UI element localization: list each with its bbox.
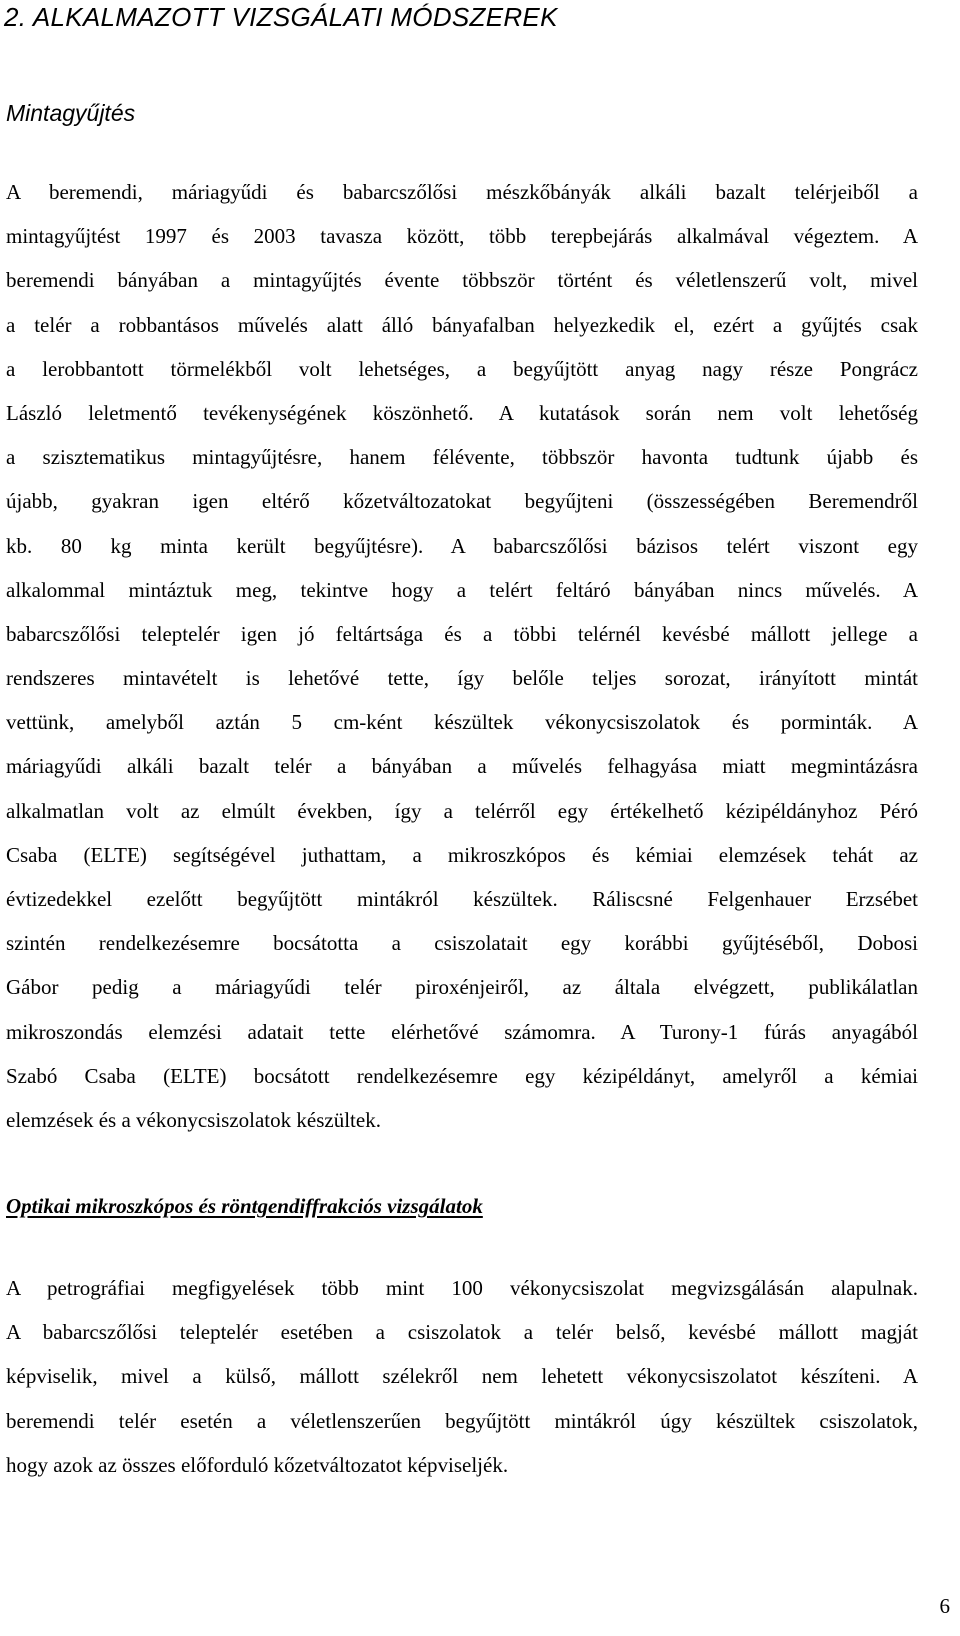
text-line: beremendi bányában a mintagyűjtés évente többször történt és véletlenszerű volt, mivel (6, 268, 918, 293)
text-line: máriagyűdi alkáli bazalt telér a bányában a művelés felhagyása miatt megmintázásra (6, 754, 918, 779)
text-line: Csaba (ELTE) segítségével juthattam, a mikroszkópos és kémiai elemzések tehát az (6, 842, 918, 867)
text-line: újabb, gyakran igen eltérő kőzetváltozatokat begyűjteni (összességében Beremendről (6, 489, 918, 514)
text-line: a telér a robbantásos művelés alatt álló bányafalban helyezkedik el, ezért a gyűjtés csak (6, 312, 918, 337)
text-line: A petrográfiai megfigyelések több mint 100 vékonycsiszolat megvizsgálásán alapulnak. (6, 1276, 918, 1300)
section-heading-mintagyujtes: Mintagyűjtés (6, 100, 136, 126)
chapter-title: 2. ALKALMAZOTT VIZSGÁLATI MÓDSZEREK (4, 2, 558, 32)
text-line: elemzések és a vékonycsiszolatok készültek. (6, 1107, 381, 1132)
section-heading-optikai: Optikai mikroszkópos és röntgendiffrakciós vizsgálatok (6, 1194, 483, 1218)
text-line: évtizedekkel ezelőtt begyűjtött mintákról készültek. Ráliscsné Felgenhauer Erzsébet (6, 887, 918, 911)
text-line: kb. 80 kg minta került begyűjtésre). A babarcszőlősi bázisos telért viszont egy (6, 533, 918, 558)
text-line: babarcszőlősi teleptelér igen jó feltártsága és a többi telérnél kevésbé mállott jellege a (6, 621, 918, 646)
paragraph-mintagyujtes (6, 170, 918, 1142)
text-line: hogy azok az összes előforduló kőzetváltozatot képviseljék. (6, 1452, 509, 1477)
text-line: rendszeres mintavételt is lehetővé tette, így belőle teljes sorozat, irányított mintát (6, 666, 918, 691)
text-line: mintagyűjtést 1997 és 2003 tavasza között, több terepbejárás alkalmával végeztem. A (6, 224, 918, 249)
page-number: 6 (939, 1594, 950, 1618)
paragraph-optikai (6, 1266, 918, 1487)
text-line: képviselik, mivel a külső, mállott szélekről nem lehetett vékonycsiszolatot készíteni. A (6, 1364, 918, 1389)
text-line: A beremendi, máriagyűdi és babarcszőlősi mészkőbányák alkáli bazalt telérjeiből a (6, 180, 918, 204)
text-line: Gábor pedig a máriagyűdi telér piroxénjeiről, az általa elvégzett, publikálatlan (6, 975, 918, 1000)
text-line: Szabó Csaba (ELTE) bocsátott rendelkezésemre egy kézipéldányt, amelyről a kémiai (6, 1063, 918, 1088)
text-line: alkalmatlan volt az elmúlt években, így a telérről egy értékelhető kézipéldányhoz Péró (6, 798, 918, 823)
text-line: a szisztematikus mintagyűjtésre, hanem félévente, többször havonta tudtunk újabb és (6, 445, 918, 470)
text-line: a lerobbantott törmelékből volt lehetséges, a begyűjtött anyag nagy része Pongrácz (6, 356, 918, 381)
text-line: mikroszondás elemzési adatait tette elérhetővé számomra. A Turony-1 fúrás anyagából (6, 1019, 918, 1044)
text-line: szintén rendelkezésemre bocsátotta a csiszolatait egy korábbi gyűjtéséből, Dobosi (6, 931, 918, 956)
text-line: alkalommal mintáztuk meg, tekintve hogy a telért feltáró bányában nincs művelés. A (6, 577, 918, 602)
text-line: beremendi telér esetén a véletlenszerűen begyűjtött mintákról úgy készültek csiszolatok, (6, 1408, 918, 1433)
text-line: vettünk, amelyből aztán 5 cm-ként készültek vékonycsiszolatok és porminták. A (6, 710, 918, 735)
text-line: A babarcszőlősi teleptelér esetében a csiszolatok a telér belső, kevésbé mállott magját (6, 1320, 918, 1345)
text-line: László leletmentő tevékenységének köszönhető. A kutatások során nem volt lehetőség (6, 400, 918, 425)
